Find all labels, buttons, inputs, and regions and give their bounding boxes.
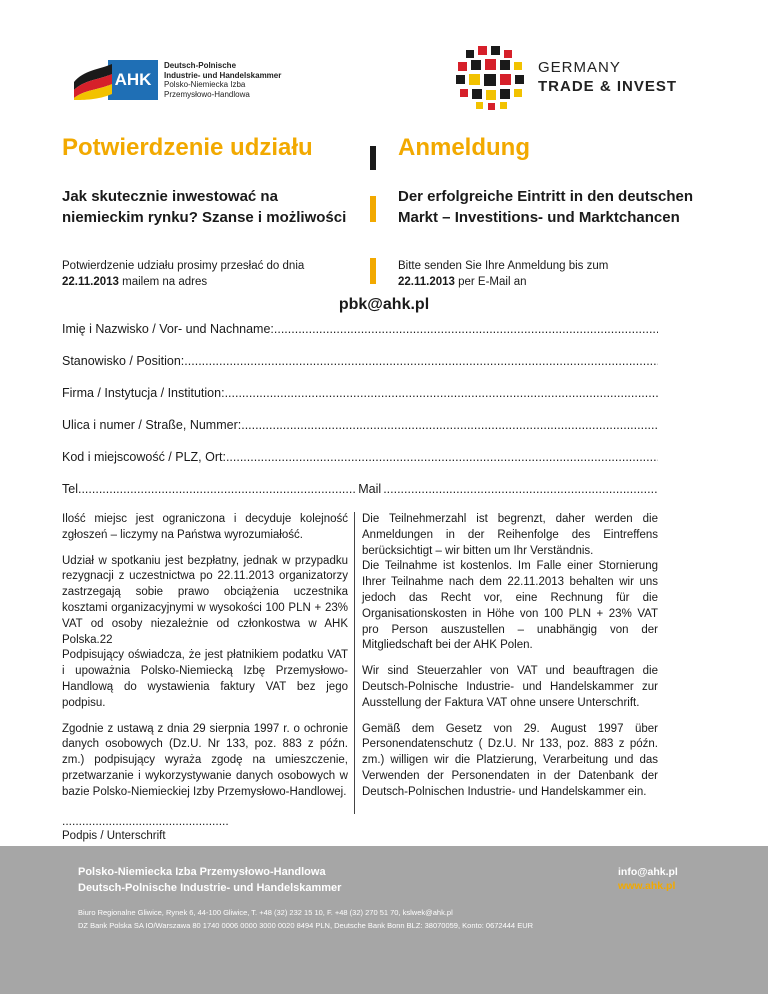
form-field-tel-mail[interactable]: Tel. ..... Mail ..... (62, 482, 658, 496)
terms-column-pl: Ilość miejsc jest ograniczona i decyduje kolejność zgłoszeń – liczymy na Państwa wyrozumiałość. Udział w spotkaniu jest bezpłatny, jednak w przypadku rezygnacji z uczestnictwa po 22.11.2013 organizatorzy zastrzegają sobie prawo obciążenia uczestnika kosztami organizacyjnymi w wysokości 100 PLN + 23% VAT od osoby niezależnie od członkostwa w AHK Polska.22 Podpisujący oświadcza, że jest płatnikiem podatku VAT i upoważnia Polsko-Niemiecką Izbę Przemysłowo-Handlową do wystawienia faktury VAT bez jego podpisu. Zgodnie z ustawą z dnia 29 sierpnia 1997 r. o ochronie danych osobowych (Dz.U. Nr 133, poz. 883 z późn. zm.) podpisujący wyraża zgodę na umieszczenie, przetwarzanie i wykorzystywanie danych osobowych w bazie Polsko-Niemieckiej Izby Przemysłowo-Handlowej. (62, 513, 348, 798)
ahk-flag-icon (72, 60, 116, 100)
form-field-street[interactable]: Ulica i numer / Straße, Nummer: ..... (62, 418, 658, 432)
footer-website[interactable]: www.ahk.pl (618, 880, 676, 892)
deadline-note-pl: Potwierdzenie udziału prosimy przesłać do dnia 22.11.2013 mailem na adres (62, 260, 305, 288)
divider-bar (370, 146, 376, 170)
form-field-postal[interactable]: Kod i miejscowość / PLZ, Ort: ..... (62, 450, 658, 464)
divider-bar (370, 258, 376, 284)
title-pl: Potwierdzenie udziału (62, 134, 313, 161)
contact-email[interactable]: pbk@ahk.pl (338, 296, 430, 313)
footer-bank: DZ Bank Polska SA IO/Warszawa 80 1740 0006 0000 3000 0020 8494 PLN, Deutsche Bank Bonn BLZ: 38070059, Konto: 0672444 EUR (78, 921, 534, 930)
gti-logo (452, 44, 682, 110)
footer-title-pl: Polsko-Niemiecka Izba Przemysłowo-Handlowa (78, 866, 326, 878)
title-de: Anmeldung (398, 134, 530, 161)
ahk-mark: AHK (108, 60, 158, 100)
form-field-company[interactable]: Firma / Instytucja / Institution: ..... (62, 386, 658, 400)
deadline-note-de: Bitte senden Sie Ihre Anmeldung bis zum 22.11.2013 per E-Mail an (398, 260, 609, 288)
signature-label: Podpis / Unterschrift (62, 830, 166, 842)
form-field-position[interactable]: Stanowisko / Position: ..... (62, 354, 658, 368)
terms-column-de: Die Teilnehmerzahl ist begrenzt, daher werden die Anmeldungen in der Reihenfolge des Eintreffens berücksichtigt – wir bitten um Ihr Verständnis. Die Teilnahme ist kostenlos. Im Falle einer Stornierung Ihrer Teilnahme nach dem 22.11.2013 behalten wir uns jedoch das Recht vor, eine Rechnung für die Organisationskosten in Höhe von 100 PLN + 23% VAT pro Person auszustellen – unabhängig von der Mitgliedschaft bei der AHK Polen. Wir sind Steuerzahler von VAT und beauftragen die Deutsch-Polnische Industrie- und Handelskammer zur Ausstellung der Faktura VAT ohne unsere Unterschrift. Gemäß dem Gesetz von 29. August 1997 über Personendatenschutz ( Dz.U. Nr 133, poz. 883 z późn. zm.) willigen wir die Platzierung, Verarbeitung und das Verwenden der Personendaten in der Datenbank der Deutsch-Polnischen Industrie- und Handelskammer ein. (362, 513, 658, 798)
subtitle-pl: Jak skutecznie inwestować na niemieckim rynku? Szanse i możliwości (62, 188, 347, 226)
ahk-logo-text: Deutsch-Polnische Industrie- und Handelskammer Polsko-Niemiecka Izba Przemysłowo-Handlowa (164, 61, 282, 99)
footer-email[interactable]: info@ahk.pl (618, 866, 678, 878)
ahk-logo (72, 58, 282, 102)
signature-line[interactable]: .................................................. (62, 814, 229, 828)
gti-logo-text: GERMANY TRADE & INVEST (538, 59, 678, 95)
form-field-name[interactable]: Imię i Nazwisko / Vor- und Nachname: ..... (62, 322, 658, 336)
footer-title-de: Deutsch-Polnische Industrie- und Handelskammer (78, 882, 342, 894)
gti-globe-icon (452, 44, 528, 110)
column-divider (354, 512, 355, 814)
subtitle-de: Der erfolgreiche Eintritt in den deutschen Markt – Investitions- und Marktchancen (398, 188, 694, 226)
footer-address: Biuro Regionalne Gliwice, Rynek 6, 44-100 Gliwice, T. +48 (32) 232 15 10, F. +48 (32) 270 51 70, kslwek@ahk.pl (78, 908, 453, 917)
divider-bar (370, 196, 376, 222)
footer (0, 846, 768, 994)
